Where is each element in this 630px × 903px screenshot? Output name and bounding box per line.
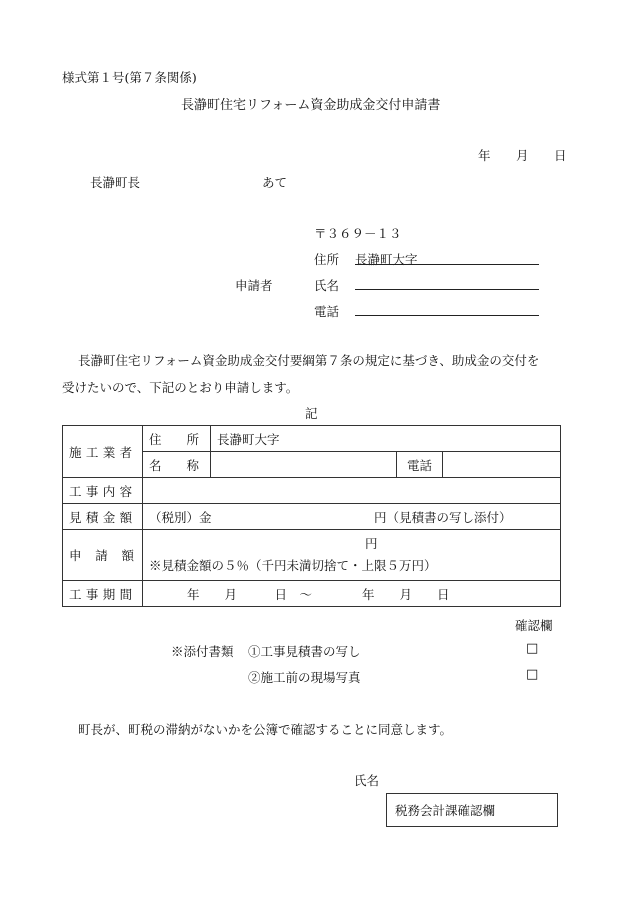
contractor-phone-label: 電話 bbox=[397, 452, 443, 478]
table-row bbox=[63, 426, 561, 452]
work-content-field[interactable] bbox=[143, 478, 561, 504]
confirm-column-label: 確認欄 bbox=[515, 618, 553, 633]
signature-name-label: 氏名 bbox=[354, 773, 380, 788]
contractor-name-label: 名 称 bbox=[143, 452, 211, 478]
address-label: 住所 bbox=[314, 252, 340, 267]
phone-field[interactable] bbox=[355, 315, 539, 316]
statement-line-1: 長瀞町住宅リフォーム資金助成金交付要綱第７条の規定に基づき、助成金の交付を bbox=[78, 353, 540, 368]
name-label: 氏名 bbox=[314, 278, 340, 293]
apply-amount-label: 申請額 bbox=[63, 530, 143, 581]
attachment-checkbox-2[interactable]: □ bbox=[526, 667, 539, 682]
statement-line-2: 受けたいので、下記のとおり申請します。 bbox=[62, 380, 299, 395]
consent-statement: 町長が、町税の滞納がないかを公簿で確認することに同意します。 bbox=[78, 722, 453, 737]
tax-office-confirm-box bbox=[386, 793, 558, 827]
attachments-label: ※添付書類 bbox=[171, 644, 234, 659]
table-row bbox=[63, 478, 561, 504]
attachment-item-1: ①工事見積書の写し bbox=[248, 644, 361, 659]
applicant-label: 申請者 bbox=[235, 278, 273, 293]
addressee-name: 長瀞町長 bbox=[90, 175, 141, 190]
date-day: 日 bbox=[554, 148, 567, 163]
contractor-address-value[interactable]: 長瀞町大字 bbox=[211, 426, 561, 452]
work-content-label: 工事内容 bbox=[63, 478, 143, 504]
table-row bbox=[63, 581, 561, 607]
work-period-label: 工事期間 bbox=[63, 581, 143, 607]
apply-note: ※見積金額の５％（千円未満切捨て・上限５万円） bbox=[149, 558, 437, 573]
name-field[interactable] bbox=[355, 289, 539, 290]
application-table bbox=[62, 425, 561, 607]
date-month: 月 bbox=[516, 148, 529, 163]
table-row bbox=[63, 530, 561, 581]
attachment-checkbox-1[interactable]: □ bbox=[526, 641, 539, 656]
estimate-label: 見積金額 bbox=[63, 504, 143, 530]
addressee-suffix: あて bbox=[262, 175, 288, 190]
apply-amount-field[interactable] bbox=[143, 530, 561, 581]
date-year: 年 bbox=[478, 148, 491, 163]
contractor-address-label: 住 所 bbox=[143, 426, 211, 452]
work-period-field[interactable]: 年 月 日 ～ 年 月 日 bbox=[143, 581, 561, 607]
address-underline bbox=[355, 264, 539, 265]
contractor-label: 施工業者 bbox=[63, 426, 143, 478]
tax-office-confirm-label: 税務会計課確認欄 bbox=[395, 803, 496, 818]
address-value[interactable]: 長瀞町大字 bbox=[355, 252, 418, 267]
attachment-item-2: ②施工前の現場写真 bbox=[248, 670, 361, 685]
phone-label: 電話 bbox=[314, 304, 340, 319]
form-title: 長瀞町住宅リフォーム資金助成金交付申請書 bbox=[181, 98, 441, 113]
postal-code: 〒３６９－１３ bbox=[314, 226, 402, 241]
form-number: 様式第１号(第７条関係) bbox=[62, 70, 197, 85]
contractor-phone-field[interactable] bbox=[443, 452, 561, 478]
contractor-name-field[interactable] bbox=[211, 452, 397, 478]
estimate-field[interactable]: （税別）金 円（見積書の写し添付） bbox=[143, 504, 561, 530]
table-row bbox=[63, 504, 561, 530]
apply-yen: 円 bbox=[365, 536, 378, 551]
ki-heading: 記 bbox=[305, 406, 318, 421]
